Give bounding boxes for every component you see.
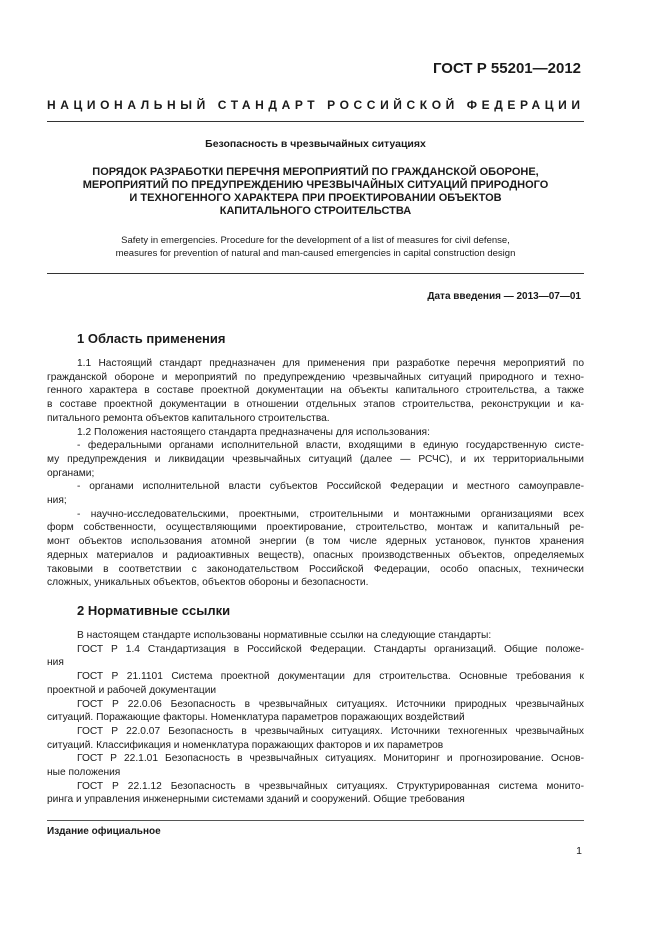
- title-line: МЕРОПРИЯТИЙ ПО ПРЕДУПРЕЖДЕНИЮ ЧРЕЗВЫЧАЙНЫХ СИТУАЦИЙ ПРИРОДНОГО: [82, 179, 549, 191]
- text-line: органами;: [47, 467, 95, 479]
- text-line: форм собственности, осуществляющими проектирование, строительство, монтаж и капитальный ре-: [47, 522, 584, 534]
- official-edition-label: Издание официальное: [47, 826, 161, 837]
- subtitle-line: Safety in emergencies. Procedure for the development of a list of measures for civil defense,: [121, 235, 510, 246]
- english-title: [47, 234, 584, 260]
- text-line: - научно-исследовательскими, проектными, строительными и монтажными организациями всех: [77, 508, 584, 520]
- text-line: 1.2 Положения настоящего стандарта предназначены для использования:: [77, 426, 430, 438]
- standard-topic: Безопасность в чрезвычайных ситуациях: [205, 138, 426, 150]
- section-1-body: [47, 357, 584, 590]
- text-line: - федеральными органами исполнительной власти, входящими в единую государственную систе-: [77, 440, 584, 452]
- text-line: ядерных материалов и радиоактивных веществ), опасных производственных объектов, определяемых: [47, 549, 584, 561]
- national-standard-banner: НАЦИОНАЛЬНЫЙ СТАНДАРТ РОССИЙСКОЙ ФЕДЕРАЦИИ: [47, 98, 585, 112]
- text-line: генного характера в составе проектной документации на объекты капитального строительства, а также: [47, 385, 584, 397]
- page-number: 1: [576, 845, 582, 857]
- title-line: И ТЕХНОГЕННОГО ХАРАКТЕРА ПРИ ПРОЕКТИРОВАНИИ ОБЪЕКТОВ: [129, 192, 502, 204]
- text-line: ринга и управления инженерными системами зданий и сооружений. Общие требования: [47, 794, 465, 806]
- text-line: ные положения: [47, 767, 121, 779]
- text-line: питального ремонта объектов капитального строительства.: [47, 412, 330, 424]
- text-line: таковыми в соответствии с законодательством Российской Федерации, особо опасных, технически: [47, 563, 584, 575]
- section-1-heading: 1 Область применения: [77, 331, 226, 346]
- text-line: в составе проектной документации в отношении отдельных этапов строительства, реконструкции и ка-: [47, 399, 584, 411]
- text-line: ситуаций. Поражающие факторы. Номенклатура параметров поражающих воздействий: [47, 712, 465, 724]
- text-line: ГОСТ Р 21.1101 Система проектной документации для строительства. Основные требования к: [77, 671, 584, 683]
- text-line: гражданской обороне и мероприятий по предупреждению чрезвычайных ситуаций природного и техно-: [47, 371, 584, 383]
- text-line: ния: [47, 657, 64, 669]
- text-line: му предупреждения и ликвидации чрезвычайных ситуаций (далее — РСЧС), и их территориальными: [47, 453, 584, 465]
- footer-divider: [47, 820, 584, 821]
- text-line: В настоящем стандарте использованы нормативные ссылки на следующие стандарты:: [77, 630, 492, 641]
- text-line: проектной и рабочей документации: [47, 684, 217, 696]
- text-line: 1.1 Настоящий стандарт предназначен для применения при разработке перечня мероприятий по: [77, 358, 584, 369]
- introduction-date: Дата введения — 2013—07—01: [427, 291, 581, 302]
- text-line: - органами исполнительной власти субъектов Российской Федерации и местного самоуправле-: [77, 481, 584, 493]
- section-2-heading: 2 Нормативные ссылки: [77, 603, 231, 618]
- text-line: ния;: [47, 495, 67, 507]
- text-line: сложных, уникальных объектов, объектов обороны и безопасности.: [47, 577, 369, 589]
- standard-title: [62, 166, 569, 218]
- top-divider: [47, 121, 584, 122]
- section-2-body: [47, 629, 584, 807]
- subtitle-line: measures for prevention of natural and man-caused emergencies in capital construction design: [115, 248, 516, 259]
- text-line: ГОСТ Р 22.0.06 Безопасность в чрезвычайных ситуациях. Источники природных чрезвычайных: [77, 698, 584, 710]
- title-line: КАПИТАЛЬНОГО СТРОИТЕЛЬСТВА: [219, 205, 412, 217]
- title-line: ПОРЯДОК РАЗРАБОТКИ ПЕРЕЧНЯ МЕРОПРИЯТИЙ ПО ГРАЖДАНСКОЙ ОБОРОНЕ,: [92, 166, 539, 178]
- middle-divider: [47, 273, 584, 274]
- text-line: ГОСТ Р 22.1.12 Безопасность в чрезвычайных ситуациях. Структурированная система монито-: [77, 780, 584, 792]
- text-line: монт объектов использования атомной энергии (в том числе ядерных установок, пунктов хранения: [47, 536, 584, 548]
- text-line: ГОСТ Р 22.1.01 Безопасность в чрезвычайных ситуациях. Мониторинг и прогнозирование. Основ-: [77, 753, 584, 765]
- text-line: ГОСТ Р 1.4 Стандартизация в Российской Федерации. Стандарты организаций. Общие положе-: [77, 643, 584, 655]
- document-code: ГОСТ Р 55201—2012: [432, 60, 581, 77]
- text-line: ситуаций. Классификация и номенклатура поражающих факторов и их параметров: [47, 739, 444, 751]
- text-line: ГОСТ Р 22.0.07 Безопасность в чрезвычайных ситуациях. Источники техногенных чрезвычайных: [77, 725, 584, 737]
